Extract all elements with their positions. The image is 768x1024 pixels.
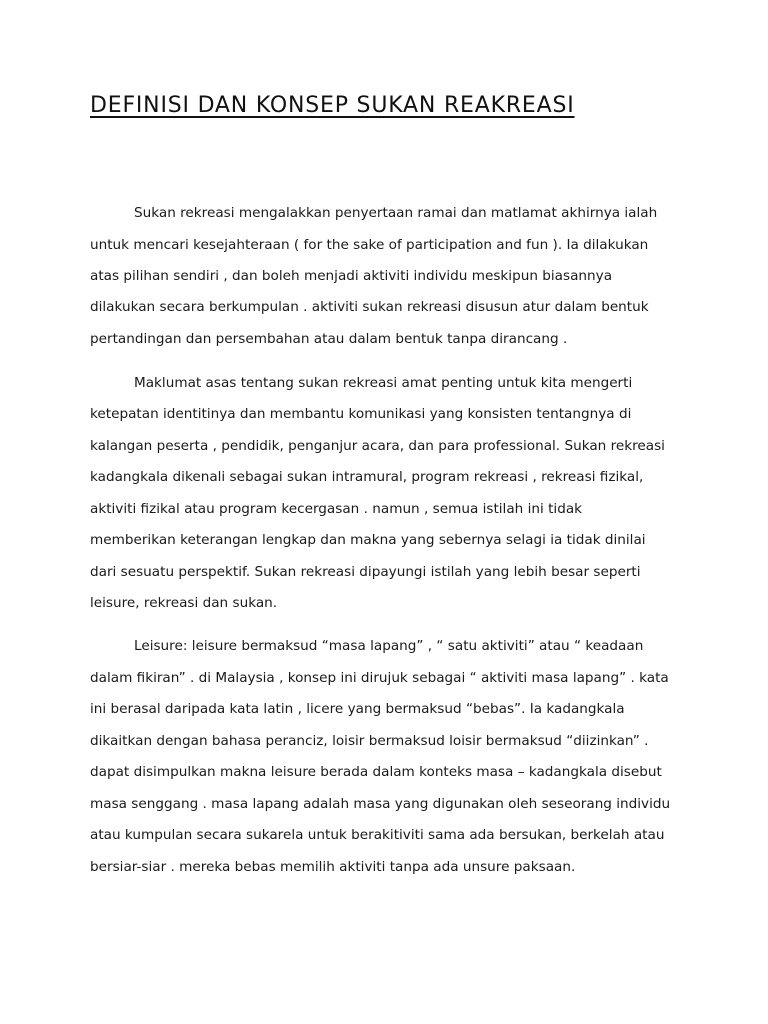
paragraph-line: Maklumat asas tentang sukan rekreasi amat penting untuk kita mengerti [134, 375, 633, 391]
paragraph-line: dalam fikiran” . di Malaysia , konsep ini dirujuk sebagai “ aktiviti masa lapang” . kata [90, 670, 669, 686]
paragraph-line: atau kumpulan secara sukarela untuk berakitiviti sama ada bersukan, berkelah atau [90, 827, 665, 843]
paragraph-line: ini berasal daripada kata latin , licere yang bermaksud “bebas”. Ia kadangkala [90, 701, 625, 717]
paragraph-line: dilakukan secara berkumpulan . aktiviti sukan rekreasi disusun atur dalam bentuk [90, 299, 649, 315]
paragraph-line: dikaitkan dengan bahasa peranciz, loisir bermaksud loisir bermaksud “diizinkan” . [90, 733, 649, 749]
paragraph-line: kalangan peserta , pendidik, penganjur acara, dan para professional. Sukan rekreasi [90, 438, 665, 454]
paragraph-line: atas pilihan sendiri , dan boleh menjadi aktiviti individu meskipun biasannya [90, 268, 613, 284]
paragraph-line: dapat disimpulkan makna leisure berada dalam konteks masa – kadangkala disebut [90, 764, 662, 780]
paragraph-line: untuk mencari kesejahteraan ( for the sake of participation and fun ). Ia dilakukan [90, 237, 649, 253]
paragraph-line: Sukan rekreasi mengalakkan penyertaan ramai dan matlamat akhirnya ialah [134, 205, 658, 221]
paragraph-line: kadangkala dikenali sebagai sukan intramural, program rekreasi , rekreasi fizikal, [90, 469, 644, 485]
paragraph-line: Leisure: leisure bermaksud “masa lapang” , “ satu aktiviti” atau “ keadaan [134, 638, 644, 654]
paragraph-line: leisure, rekreasi dan sukan. [90, 595, 278, 611]
paragraph-line: aktiviti fizikal atau program kecergasan . namun , semua istilah ini tidak [90, 501, 583, 517]
paragraph-line: pertandingan dan persembahan atau dalam bentuk tanpa dirancang . [90, 331, 568, 347]
paragraph-line: bersiar-siar . mereka bebas memilih aktiviti tanpa ada unsure paksaan. [90, 859, 576, 875]
paragraph-line: ketepatan identitinya dan membantu komunikasi yang konsisten tentangnya di [90, 406, 632, 422]
page-title: DEFINISI DAN KONSEP SUKAN REAKREASI [90, 93, 575, 118]
paragraph-line: memberikan keterangan lengkap dan makna yang sebernya selagi ia tidak dinilai [90, 532, 646, 548]
paragraph-line: dari sesuatu perspektif. Sukan rekreasi dipayungi istilah yang lebih besar seperti [90, 564, 641, 580]
paragraph-line: masa senggang . masa lapang adalah masa yang digunakan oleh seseorang individu [90, 796, 671, 812]
